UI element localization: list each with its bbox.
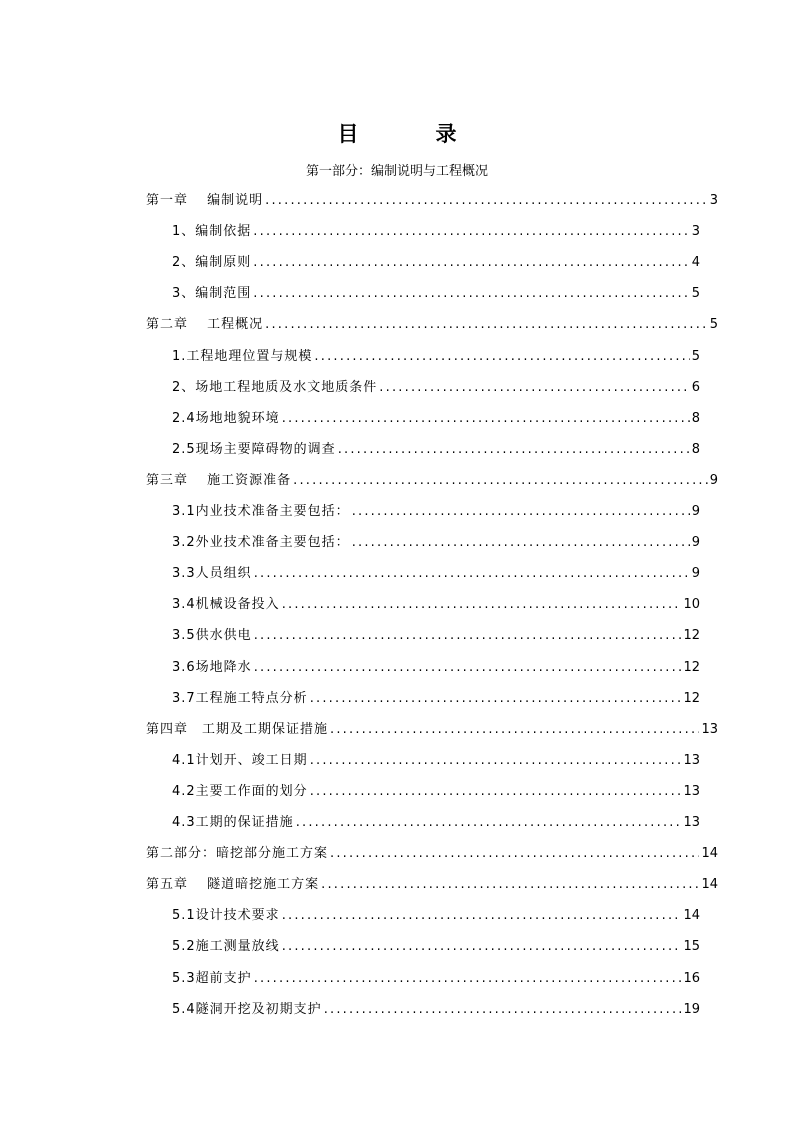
toc-page-number: 5 bbox=[691, 286, 700, 302]
toc-leader-dots bbox=[314, 349, 689, 365]
toc-leader-dots bbox=[282, 411, 690, 427]
toc-leader-dots bbox=[352, 504, 690, 520]
toc-page-number: 10 bbox=[683, 597, 700, 613]
toc-leader-dots bbox=[254, 971, 682, 987]
toc-page-number: 15 bbox=[683, 939, 700, 955]
toc-leader-dots bbox=[379, 380, 689, 396]
toc-entry[interactable] bbox=[146, 309, 718, 333]
part-heading: 第一部分：编制说明与工程概况 bbox=[305, 164, 488, 179]
toc-entry-label: 3.2外业技术准备主要包括： bbox=[172, 535, 350, 551]
toc-entry[interactable] bbox=[146, 465, 718, 489]
toc-entry[interactable] bbox=[172, 589, 700, 613]
toc-entry[interactable] bbox=[172, 247, 700, 271]
toc-entry-label: 5.2施工测量放线 bbox=[172, 939, 280, 955]
toc-page-number: 9 bbox=[709, 472, 718, 488]
toc-leader-dots bbox=[282, 597, 682, 613]
toc-entry[interactable] bbox=[146, 869, 718, 893]
toc-entry[interactable] bbox=[172, 807, 700, 831]
toc-leader-dots bbox=[282, 939, 682, 955]
toc-entry-label: 2、场地工程地质及水文地质条件 bbox=[172, 379, 378, 395]
toc-entry[interactable] bbox=[172, 652, 700, 676]
toc-entry[interactable] bbox=[146, 185, 718, 209]
toc-page-number: 8 bbox=[691, 441, 700, 457]
toc-entry-label: 第五章 隧道暗挖施工方案 bbox=[146, 877, 320, 893]
toc-page-number: 3 bbox=[709, 193, 718, 208]
toc-entry[interactable] bbox=[172, 278, 700, 302]
toc-entry[interactable] bbox=[172, 994, 700, 1018]
toc-leader-dots bbox=[265, 317, 708, 333]
toc-entry-label: 2.5现场主要障碍物的调查 bbox=[172, 441, 336, 457]
toc-leader-dots bbox=[310, 691, 682, 707]
toc-entry-label: 第三章 施工资源准备 bbox=[146, 472, 292, 488]
toc-entry-label: 第二部分：暗挖部分施工方案 bbox=[146, 846, 329, 862]
toc-entry-label: 3.3人员组织 bbox=[172, 566, 252, 582]
toc-leader-dots bbox=[324, 1002, 682, 1018]
toc-entry-label: 1.工程地理位置与规模 bbox=[172, 348, 313, 364]
toc-entry[interactable] bbox=[172, 216, 700, 240]
toc-entry-label: 3.1内业技术准备主要包括： bbox=[172, 504, 350, 519]
toc-entry-label: 3.5供水供电 bbox=[172, 628, 252, 644]
toc-leader-dots bbox=[296, 815, 682, 831]
toc-entry-label: 3.4机械设备投入 bbox=[172, 597, 280, 613]
toc-page-number: 13 bbox=[683, 783, 700, 799]
toc-page-number: 5 bbox=[691, 348, 700, 364]
toc-leader-dots bbox=[293, 473, 708, 489]
toc-page-number: 12 bbox=[683, 659, 700, 675]
toc-page-number: 9 bbox=[691, 535, 700, 551]
toc-entry-label: 5.1设计技术要求 bbox=[172, 908, 280, 924]
toc-entry[interactable] bbox=[172, 496, 700, 520]
toc-leader-dots bbox=[338, 442, 690, 458]
toc-entry[interactable] bbox=[172, 963, 700, 987]
toc-page-number: 12 bbox=[683, 690, 700, 706]
toc-leader-dots bbox=[254, 628, 682, 644]
toc-page-number: 13 bbox=[683, 815, 700, 830]
toc-page-number: 13 bbox=[701, 721, 718, 737]
toc-entry-label: 1、编制依据 bbox=[172, 224, 252, 240]
toc-leader-dots bbox=[254, 566, 690, 582]
toc-page-number: 14 bbox=[701, 877, 718, 893]
toc-entry-label: 2、编制原则 bbox=[172, 255, 252, 271]
toc-entry[interactable] bbox=[172, 527, 700, 551]
toc-leader-dots bbox=[253, 286, 689, 302]
toc-entry[interactable] bbox=[172, 683, 700, 707]
toc-entry[interactable] bbox=[172, 900, 700, 924]
toc-entry[interactable] bbox=[172, 434, 700, 458]
toc-page-number: 4 bbox=[691, 255, 700, 271]
toc-leader-dots bbox=[253, 255, 689, 271]
toc-leader-dots bbox=[282, 908, 682, 924]
toc-entry[interactable] bbox=[146, 714, 718, 738]
toc-leader-dots bbox=[253, 224, 689, 240]
toc-entry[interactable] bbox=[172, 372, 700, 396]
toc-leader-dots bbox=[254, 660, 682, 676]
toc-entry-label: 第二章 工程概况 bbox=[146, 317, 264, 333]
toc-page-number: 19 bbox=[683, 1001, 700, 1017]
toc-page-number: 14 bbox=[683, 908, 700, 924]
toc-entry[interactable] bbox=[172, 931, 700, 955]
toc-page-number: 9 bbox=[691, 504, 700, 519]
toc-entry[interactable] bbox=[172, 620, 700, 644]
toc-page-number: 12 bbox=[683, 628, 700, 644]
toc-entry-label: 第四章 工期及工期保证措施 bbox=[146, 721, 329, 737]
toc-page-number: 13 bbox=[683, 752, 700, 768]
toc-page-number: 5 bbox=[709, 317, 718, 333]
toc-leader-dots bbox=[310, 784, 682, 800]
toc-leader-dots bbox=[310, 753, 682, 769]
toc-entry[interactable] bbox=[146, 838, 718, 862]
toc-leader-dots bbox=[330, 722, 699, 738]
toc-leader-dots bbox=[330, 846, 699, 862]
toc-leader-dots bbox=[321, 877, 699, 893]
toc-page-number: 14 bbox=[701, 846, 718, 862]
toc-entry-label: 4.2主要工作面的划分 bbox=[172, 783, 308, 799]
toc-entry-label: 4.3工期的保证措施 bbox=[172, 815, 294, 830]
toc-entry-label: 2.4场地地貌环境 bbox=[172, 410, 280, 426]
toc-page-number: 16 bbox=[683, 970, 700, 986]
toc-page-number: 9 bbox=[691, 566, 700, 582]
toc-entry[interactable] bbox=[172, 558, 700, 582]
toc-page-number: 8 bbox=[691, 410, 700, 426]
toc-entry-label: 5.3超前支护 bbox=[172, 970, 252, 986]
toc-entry-label: 3.7工程施工特点分析 bbox=[172, 690, 308, 706]
toc-entry-label: 第一章 编制说明 bbox=[146, 193, 264, 208]
toc-entry[interactable] bbox=[172, 341, 700, 365]
toc-entry-label: 5.4隧洞开挖及初期支护 bbox=[172, 1001, 322, 1017]
toc-entry[interactable] bbox=[172, 403, 700, 427]
toc-entry[interactable] bbox=[172, 745, 700, 769]
toc-leader-dots bbox=[265, 193, 708, 209]
toc-entry-label: 3、编制范围 bbox=[172, 286, 252, 302]
page-title: 目 录 bbox=[337, 122, 485, 146]
toc-page-number: 6 bbox=[691, 379, 700, 395]
toc-entry-label: 3.6场地降水 bbox=[172, 659, 252, 675]
toc-leader-dots bbox=[352, 535, 690, 551]
toc-entry[interactable] bbox=[172, 776, 700, 800]
toc-entry-label: 4.1计划开、竣工日期 bbox=[172, 752, 308, 768]
toc-page-number: 3 bbox=[691, 224, 700, 240]
